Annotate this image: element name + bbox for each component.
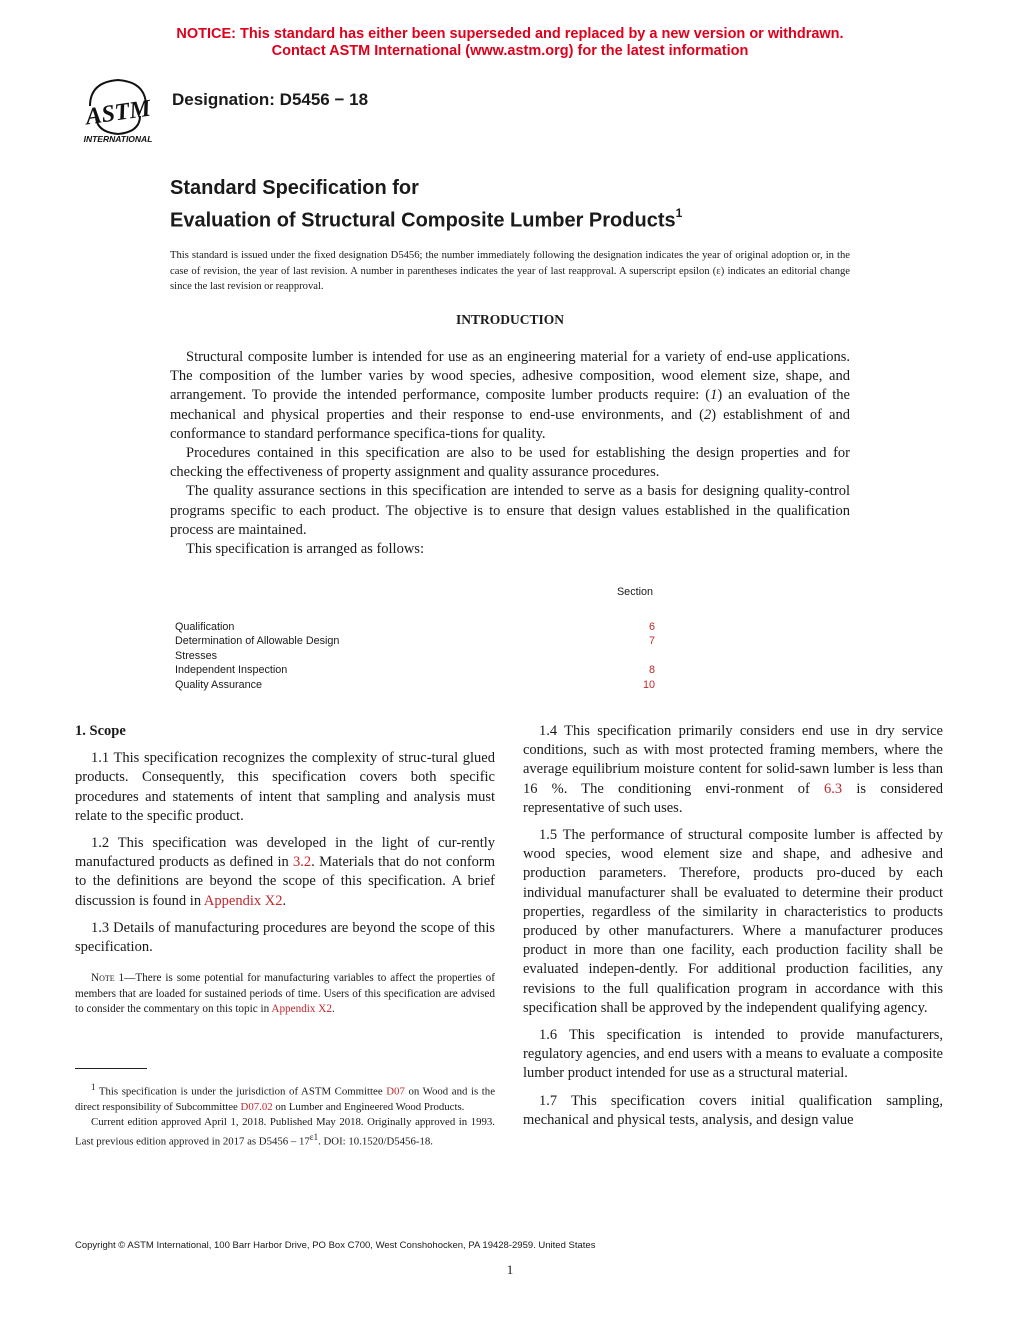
notice-line-2: Contact ASTM International (www.astm.org) for the latest information: [271, 43, 749, 59]
svg-text:INTERNATIONAL: INTERNATIONAL: [83, 134, 153, 144]
issue-note: This standard is issued under the fixed designation D5456; the number immediately following the designation indicates the year of original adoption or, in the case of revision, the year of last revision. A number in parentheses indicates the year of last reapproval. A superscript epsilon (ε) indicates an editorial change since the last revision or reapproval.: [170, 250, 850, 292]
page-title: [170, 175, 682, 235]
footnote-paragraph: Current edition approved April 1, 2018. Published May 2018. Originally approved in 1993. Last previous edition approved in 2017 as $D5456 - 17^{\varepsilon 1}$. DOI: 10.1520/D5456-18.: [75, 1116, 495, 1149]
link-3-2[interactable]: 3.2: [293, 854, 312, 871]
section-table-header: Section: [616, 586, 653, 598]
table-row: Qualification 6: [175, 621, 655, 633]
table-row: Quality Assurance 10: [175, 678, 655, 691]
introduction-body: [170, 348, 850, 559]
section-link[interactable]: 8: [648, 664, 655, 677]
svg-text:ASTM: ASTM: [83, 95, 153, 131]
link-d07[interactable]: D07: [386, 1085, 405, 1098]
introduction-heading: INTRODUCTION: [455, 312, 564, 327]
title-footnote-mark: 1: [675, 206, 683, 220]
notice-line-1: NOTICE: This standard has either been superseded and replaced by a new version or withdrawn.: [176, 26, 844, 42]
paragraph-1-2: 1.2 This specification was developed in the light of cur-rently manufactured products as defined in 3.2. Materials that do not conform to the definitions are beyond the scope of this specification. A brief discussion is found in Appendix X2.: [75, 835, 496, 909]
withdrawal-notice: [0, 26, 1020, 60]
link-appendix-x2[interactable]: Appendix X2: [203, 892, 283, 909]
intro-paragraph: This specification is arranged as follows:: [186, 541, 424, 558]
paragraph-1-3: 1.3 Details of manufacturing procedures are beyond the scope of this specification.: [75, 919, 495, 956]
paragraph-1-7: 1.7 This specification covers initial qualification sampling, mechanical and physical tests, analysis, and design value: [523, 1092, 943, 1128]
paragraph-1-5: 1.5 The performance of structural composite lumber is affected by wood species, wood element size and shape, and adhesive and production parameters. Therefore, products pro-duced by each individual manufacturer shall be evaluated to determine their product properties, regardless of the similarity in characteristics to products produced by other manufacturers. Where a manufacturer produces product in more than one facility, each production facility shall be evaluated indepen-dently. For additional production facilities, any revisions to the full qualification program in accordance with this specification shall be approved by the independent qualifying agency.: [523, 827, 943, 1016]
table-row: Stresses: [175, 649, 218, 662]
footnote: [75, 1080, 495, 1150]
section-link[interactable]: 6: [648, 621, 655, 633]
link-d07-02[interactable]: D07.02: [240, 1100, 273, 1113]
section-link[interactable]: 10: [642, 678, 655, 691]
title-line-2: [170, 202, 682, 235]
title-text: Evaluation of Structural Composite Lumber Products: [170, 209, 676, 232]
intro-paragraph: The quality assurance sections in this specification are intended to serve as a basis for designing quality-control programs specific to each product. The objective is to ensure that design values established in the qualification process are maintained.: [170, 483, 850, 538]
intro-paragraph: Procedures contained in this specification are also to be used for establishing the design properties and for checking the effectiveness of property assignment and quality assurance procedures.: [170, 445, 850, 481]
note-1: Note 1—There is some potential for manufacturing variables to affect the properties of members that are loaded for sustained periods of time. Users of this specification are advised to consider the commentary on this topic in Appendix X2.: [75, 972, 495, 1015]
paragraph-1-1: 1.1 This specification recognizes the complexity of struc-tural glued products. Consequently, this specification covers both specific procedures and statements of intent that sampling and analysis must relate to the specific product.: [75, 750, 495, 824]
section-link[interactable]: 7: [648, 635, 655, 648]
table-row: Independent Inspection 8: [175, 664, 655, 677]
right-column: [523, 722, 943, 1138]
link-appendix-x2[interactable]: Appendix X2: [271, 1002, 332, 1015]
table-row: Determination of Allowable Design 7: [175, 635, 655, 648]
left-column: [75, 722, 495, 1017]
footnote-divider: [75, 1068, 147, 1069]
title-line-1: Standard Specification for: [170, 177, 419, 199]
page-number: 1: [506, 1262, 514, 1277]
section-heading-scope: 1. Scope: [75, 723, 126, 739]
intro-paragraph: Structural composite lumber is intended for use as an engineering material for a variety of end-use applications. The composition of the lumber varies by wood species, adhesive composition, wood element size, shape, and arrangement. To provide the intended performance, composite lumber products require: (1) an evaluation of the mechanical and physical properties and their response to end-use environments, and (2) establishment of and conformance to standard performance specifica-tions for quality.: [170, 349, 850, 442]
section-table: [175, 585, 655, 692]
link-6-3[interactable]: 6.3: [824, 780, 843, 797]
paragraph-1-6: 1.6 This specification is intended to provide manufacturers, regulatory agencies, and end users with a means to evaluate a composite lumber product intended for use as a structural material.: [523, 1027, 943, 1082]
designation: Designation: D5456 − 18: [172, 90, 369, 109]
astm-logo: [76, 76, 160, 144]
footnote-paragraph: $^1$ This specification is under the jurisdiction of ASTM Committee D07 on Wood and is the direct responsibility of Subcommittee D07.02 on Lumber and Engineered Wood Products.: [75, 1082, 495, 1113]
copyright: Copyright © ASTM International, 100 Barr Harbor Drive, PO Box C700, West Conshohocken, PA 19428-2959. United States: [75, 1240, 596, 1251]
paragraph-1-4: 1.4 This specification primarily considers end use in dry service conditions, such as with most protected framing members, where the average equilibrium moisture content for solid-sawn lumber is less than 16 %. The conditioning envi-ronment of 6.3 is considered representative of such uses.: [523, 723, 944, 816]
